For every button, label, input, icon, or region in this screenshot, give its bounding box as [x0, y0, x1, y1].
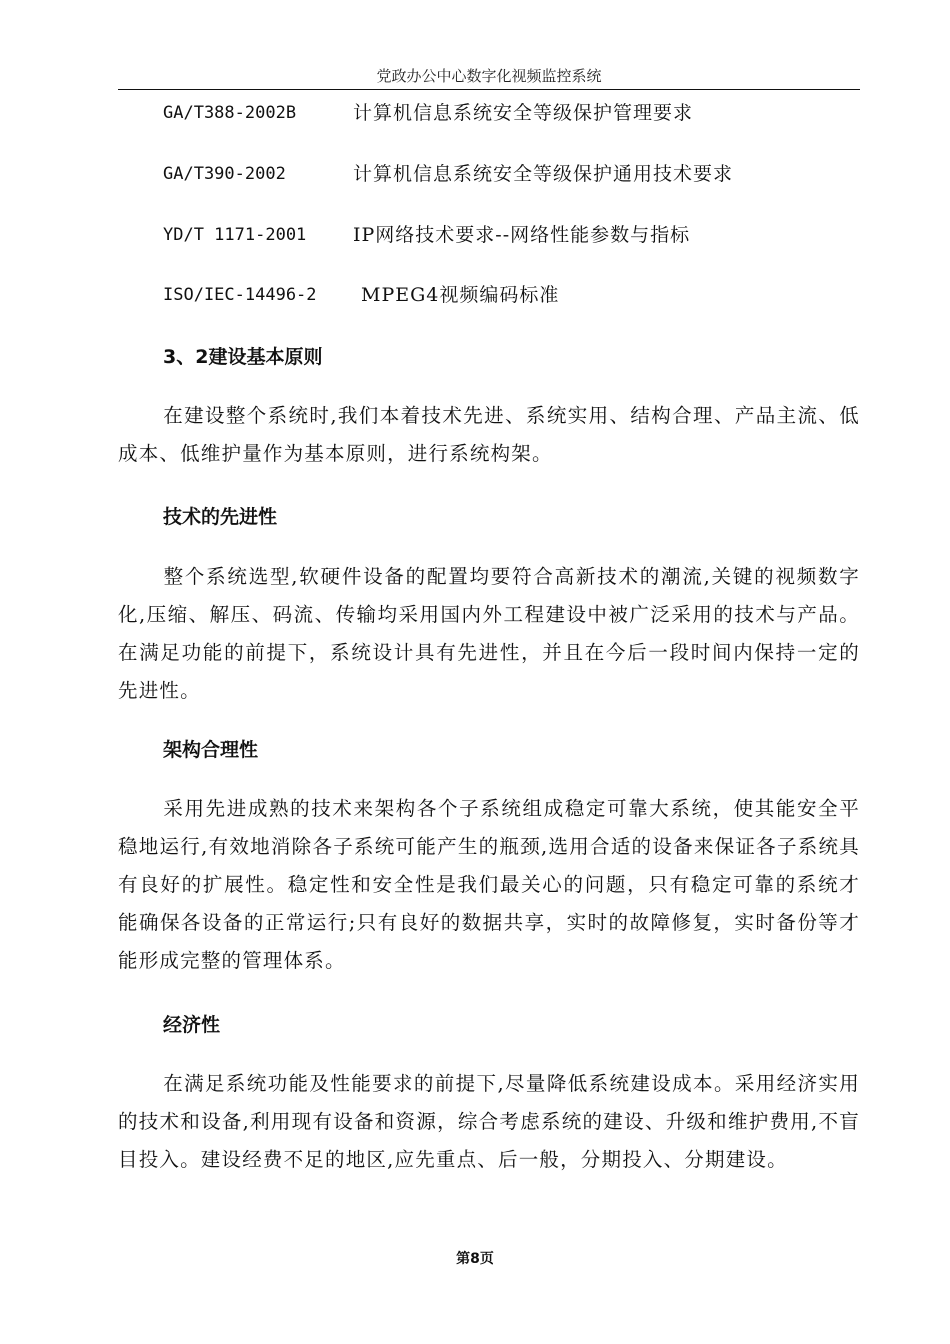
page-number: 第8页	[456, 1251, 494, 1267]
standard-title: 计算机信息系统安全等级保护通用技术要求	[353, 163, 734, 185]
principle-paragraph	[118, 790, 860, 980]
page-header-title: 党政办公中心数字化视频监控系统	[376, 67, 602, 85]
principle-heading: 架构合理性	[163, 739, 259, 761]
standard-code: GA/T388-2002B	[163, 103, 297, 123]
standard-code: ISO/IEC-14496-2	[163, 285, 317, 305]
principle-heading: 经济性	[163, 1014, 221, 1036]
header-rule	[118, 89, 860, 90]
principle-text: 在满足系统功能及性能要求的前提下,尽量降低系统建设成本。采用经济实用的技术和设备,利用现有设备和资源，综合考虑系统的建设、升级和维护费用,不盲目投入。建设经费不足的地区,应先重点、后一般，分期投入、分期建设。	[118, 1072, 860, 1171]
standard-title: MPEG4视频编码标准	[361, 284, 560, 306]
section-intro-paragraph	[118, 397, 860, 473]
standard-title: IP网络技术要求--网络性能参数与指标	[353, 224, 691, 246]
principle-text: 整个系统选型,软硬件设备的配置均要符合高新技术的潮流,关键的视频数字化,压缩、解压、码流、传输均采用国内外工程建设中被广泛采用的技术与产品。在满足功能的前提下，系统设计具有先进性，并且在今后一段时间内保持一定的先进性。	[118, 565, 860, 702]
principle-heading: 技术的先进性	[163, 506, 278, 528]
principle-paragraph	[118, 1065, 860, 1179]
standard-code: YD/T 1171-2001	[163, 225, 307, 245]
section-heading: 3、2建设基本原则	[163, 346, 323, 368]
section-intro-text: 在建设整个系统时,我们本着技术先进、系统实用、结构合理、产品主流、低成本、低维护量作为基本原则，进行系统构架。	[118, 404, 860, 465]
principle-paragraph	[118, 558, 860, 710]
principle-text: 采用先进成熟的技术来架构各个子系统组成稳定可靠大系统，使其能安全平稳地运行,有效地消除各子系统可能产生的瓶颈,选用合适的设备来保证各子系统具有良好的扩展性。稳定性和安全性是我们最关心的问题，只有稳定可靠的系统才能确保各设备的正常运行;只有良好的数据共享，实时的故障修复，实时备份等才能形成完整的管理体系。	[118, 797, 860, 972]
standard-code: GA/T390-2002	[163, 164, 286, 184]
standard-title: 计算机信息系统安全等级保护管理要求	[353, 102, 694, 124]
